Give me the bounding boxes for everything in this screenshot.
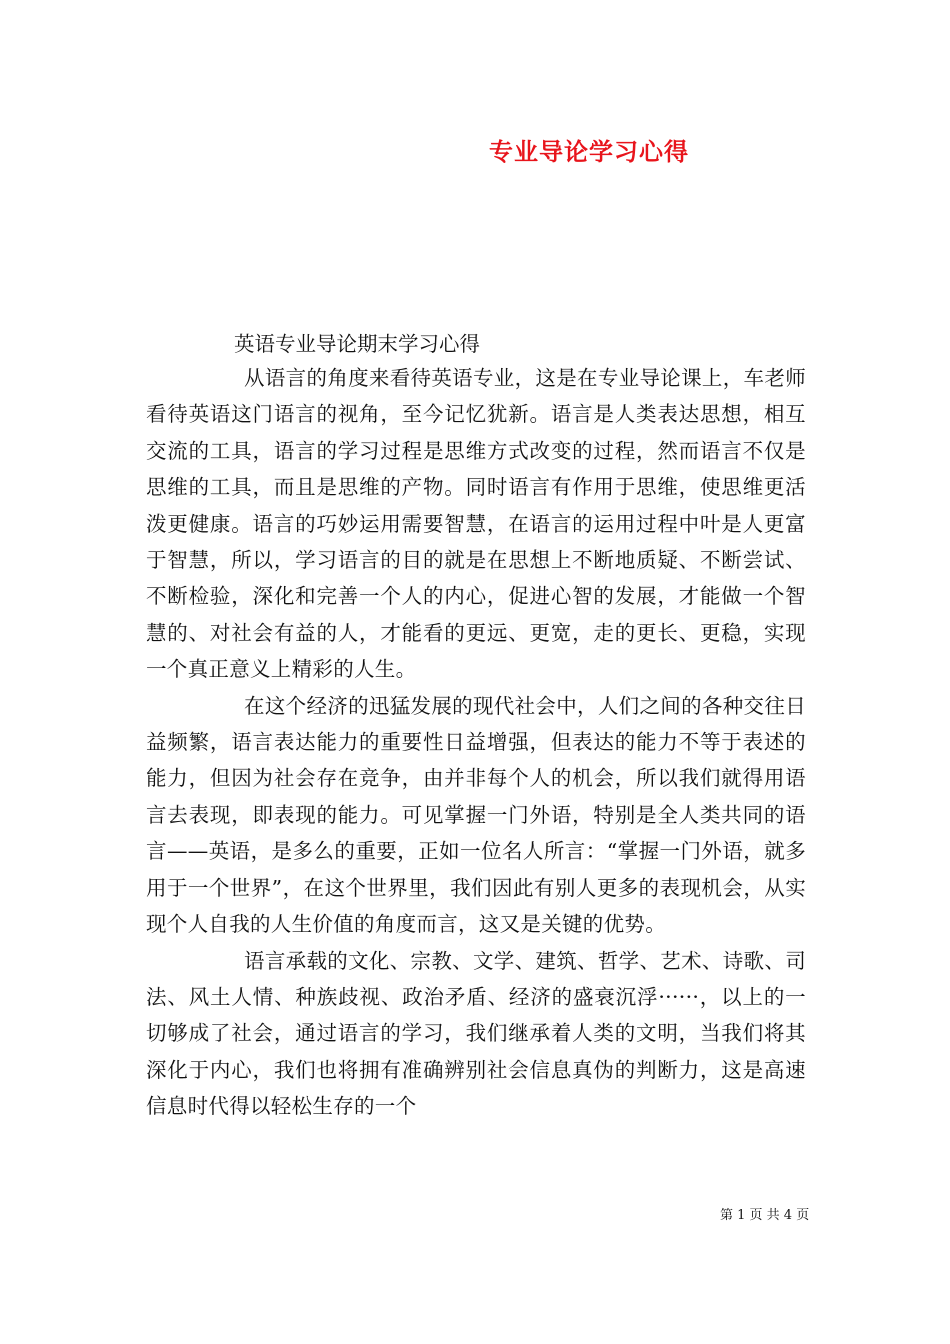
document-subtitle: 英语专业导论期末学习心得 [234,332,480,356]
document-body [146,360,806,1125]
page-number-footer: 第 1 页 共 4 页 [720,1208,810,1223]
document-title: 专业导论学习心得 [489,138,689,166]
paragraph-2: 在这个经济的迅猛发展的现代社会中，人们之间的各种交往日益频繁，语言表达能力的重要性日益增强，但表达的能力不等于表述的能力，但因为社会存在竞争，由并非每个人的机会，所以我们就得用语言去表现，即表现的能力。可见掌握一门外语，特别是全人类共同的语言——英语，是多么的重要，正如一位名人所言：“掌握一门外语，就多用于一个世界”，在这个世界里，我们因此有别人更多的表现机会，从实现个人自我的人生价值的角度而言，这又是关键的优势。 [146,693,806,937]
paragraph-3: 语言承载的文化、宗教、文学、建筑、哲学、艺术、诗歌、司法、风土人情、种族歧视、政治矛盾、经济的盛衰沉浮······，以上的一切够成了社会，通过语言的学习，我们继承着人类的文明，当我们将其深化于内心，我们也将拥有准确辨别社会信息真伪的判断力，这是高速信息时代得以轻松生存的一个 [146,948,806,1119]
paragraph-1: 从语言的角度来看待英语专业，这是在专业导论课上，车老师看待英语这门语言的视角，至今记忆犹新。语言是人类表达思想，相互交流的工具，语言的学习过程是思维方式改变的过程，然而语言不仅是思维的工具，而且是思维的产物。同时语言有作用于思维，使思维更活泼更健康。语言的巧妙运用需要智慧，在语言的运用过程中叶是人更富于智慧，所以，学习语言的目的就是在思想上不断地质疑、不断尝试、不断检验，深化和完善一个人的内心，促进心智的发展，才能做一个智慧的、对社会有益的人，才能看的更远、更宽，走的更长、更稳，实现一个真正意义上精彩的人生。 [146,366,806,682]
